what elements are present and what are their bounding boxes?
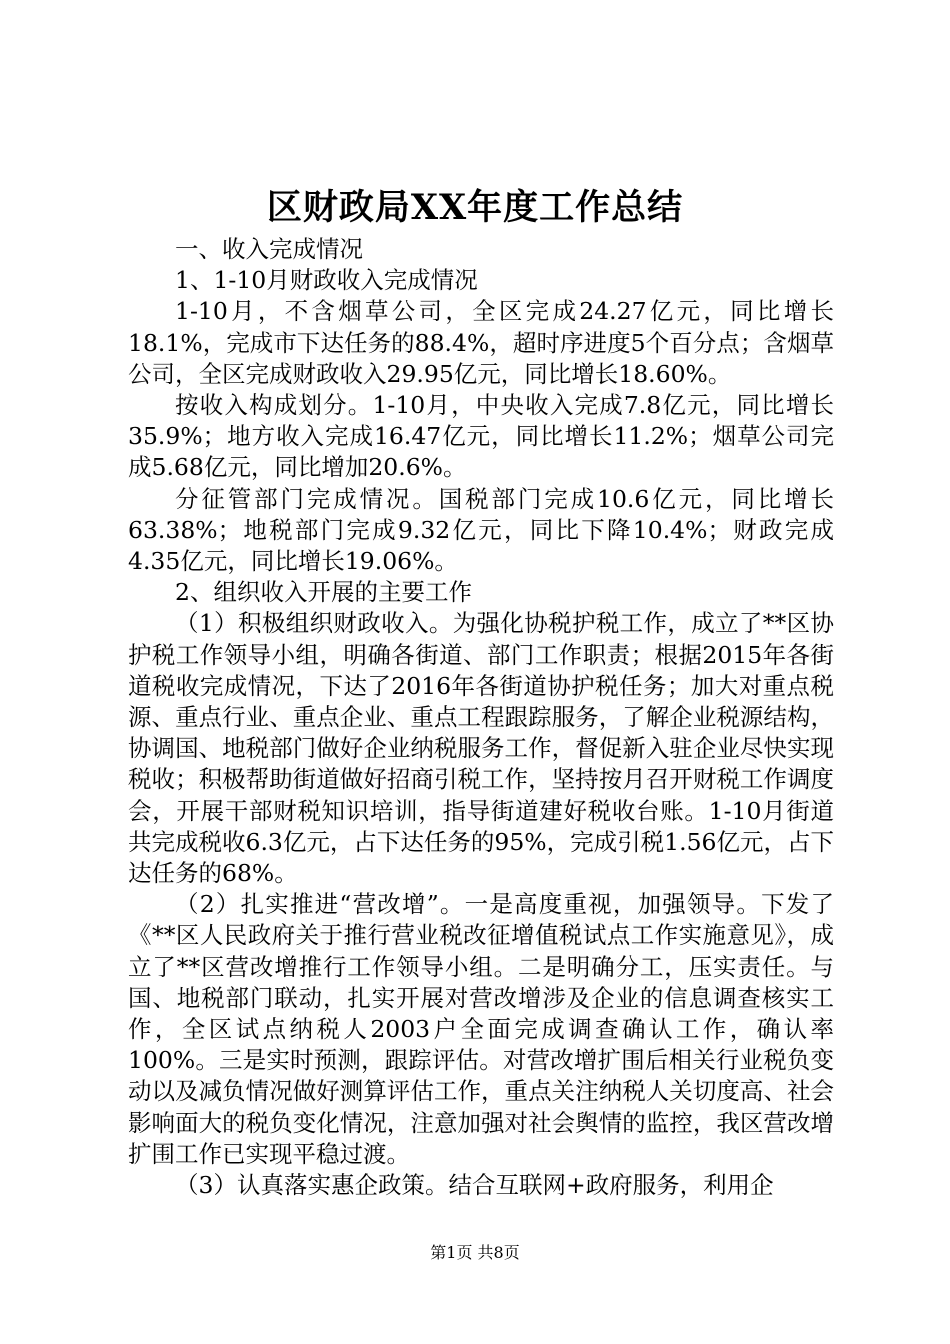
document-body [128,234,834,1201]
document-title: 区财政局XX年度工作总结 [266,187,684,228]
section-heading: 一、收入完成情况 [175,235,363,263]
paragraph: 分征管部门完成情况。国税部门完成10.6亿元，同比增长63.38%；地税部门完成9.32亿元，同比下降10.4%；财政完成4.35亿元，同比增长19.06%。 [128,484,834,576]
paragraph: 1-10月，不含烟草公司，全区完成24.27亿元，同比增长18.1%，完成市下达任务的88.4%，超时序进度5个百分点；含烟草公司，全区完成财政收入29.95亿元，同比增长18.60%。 [128,297,834,388]
paragraph: 按收入构成划分。1-10月，中央收入完成7.8亿元，同比增长35.9%；地方收入完成16.47亿元，同比增长11.2%；烟草公司完成5.68亿元，同比增加20.6%。 [128,391,834,482]
subsection-heading: 2、组织收入开展的主要工作 [175,578,472,607]
paragraph: （1）积极组织财政收入。为强化协税护税工作，成立了**区协护税工作领导小组，明确各街道、部门工作职责；根据2015年各街道税收完成情况，下达了2016年各街道协护税任务；加大对重点税源、重点行业、重点企业、重点工程跟踪服务，了解企业税源结构，协调国、地税部门做好企业纳税服务工作，督促新入驻企业尽快实现税收；积极帮助街道做好招商引税工作，坚持按月召开财税工作调度会，开展干部财税知识培训，指导街道建好税收台账。1-10月街道共完成税收6.3亿元，占下达任务的95%，完成引税1.56亿元，占下达任务的68%。 [128,609,834,888]
paragraph: （2）扎实推进“营改增”。一是高度重视，加强领导。下发了《**区人民政府关于推行营业税改征增值税试点工作实施意见》，成立了**区营改增推行工作领导小组。二是明确分工，压实责任。与国、地税部门联动，扎实开展对营改增涉及企业的信息调查核实工作，全区试点纳税人2003户全面完成调查确认工作，确认率100%。三是实时预测，跟踪评估。对营改增扩围后相关行业税负变动以及减负情况做好测算评估工作，重点关注纳税人关切度高、社会影响面大的税负变化情况，注意加强对社会舆情的监控，我区营改增扩围工作已实现平稳过渡。 [128,890,834,1168]
paragraph: （3）认真落实惠企政策。结合互联网+政府服务，利用企 [175,1171,774,1200]
subsection-heading: 1、1-10月财政收入完成情况 [175,266,478,295]
page-footer: 第1页 共8页 [430,1243,520,1262]
